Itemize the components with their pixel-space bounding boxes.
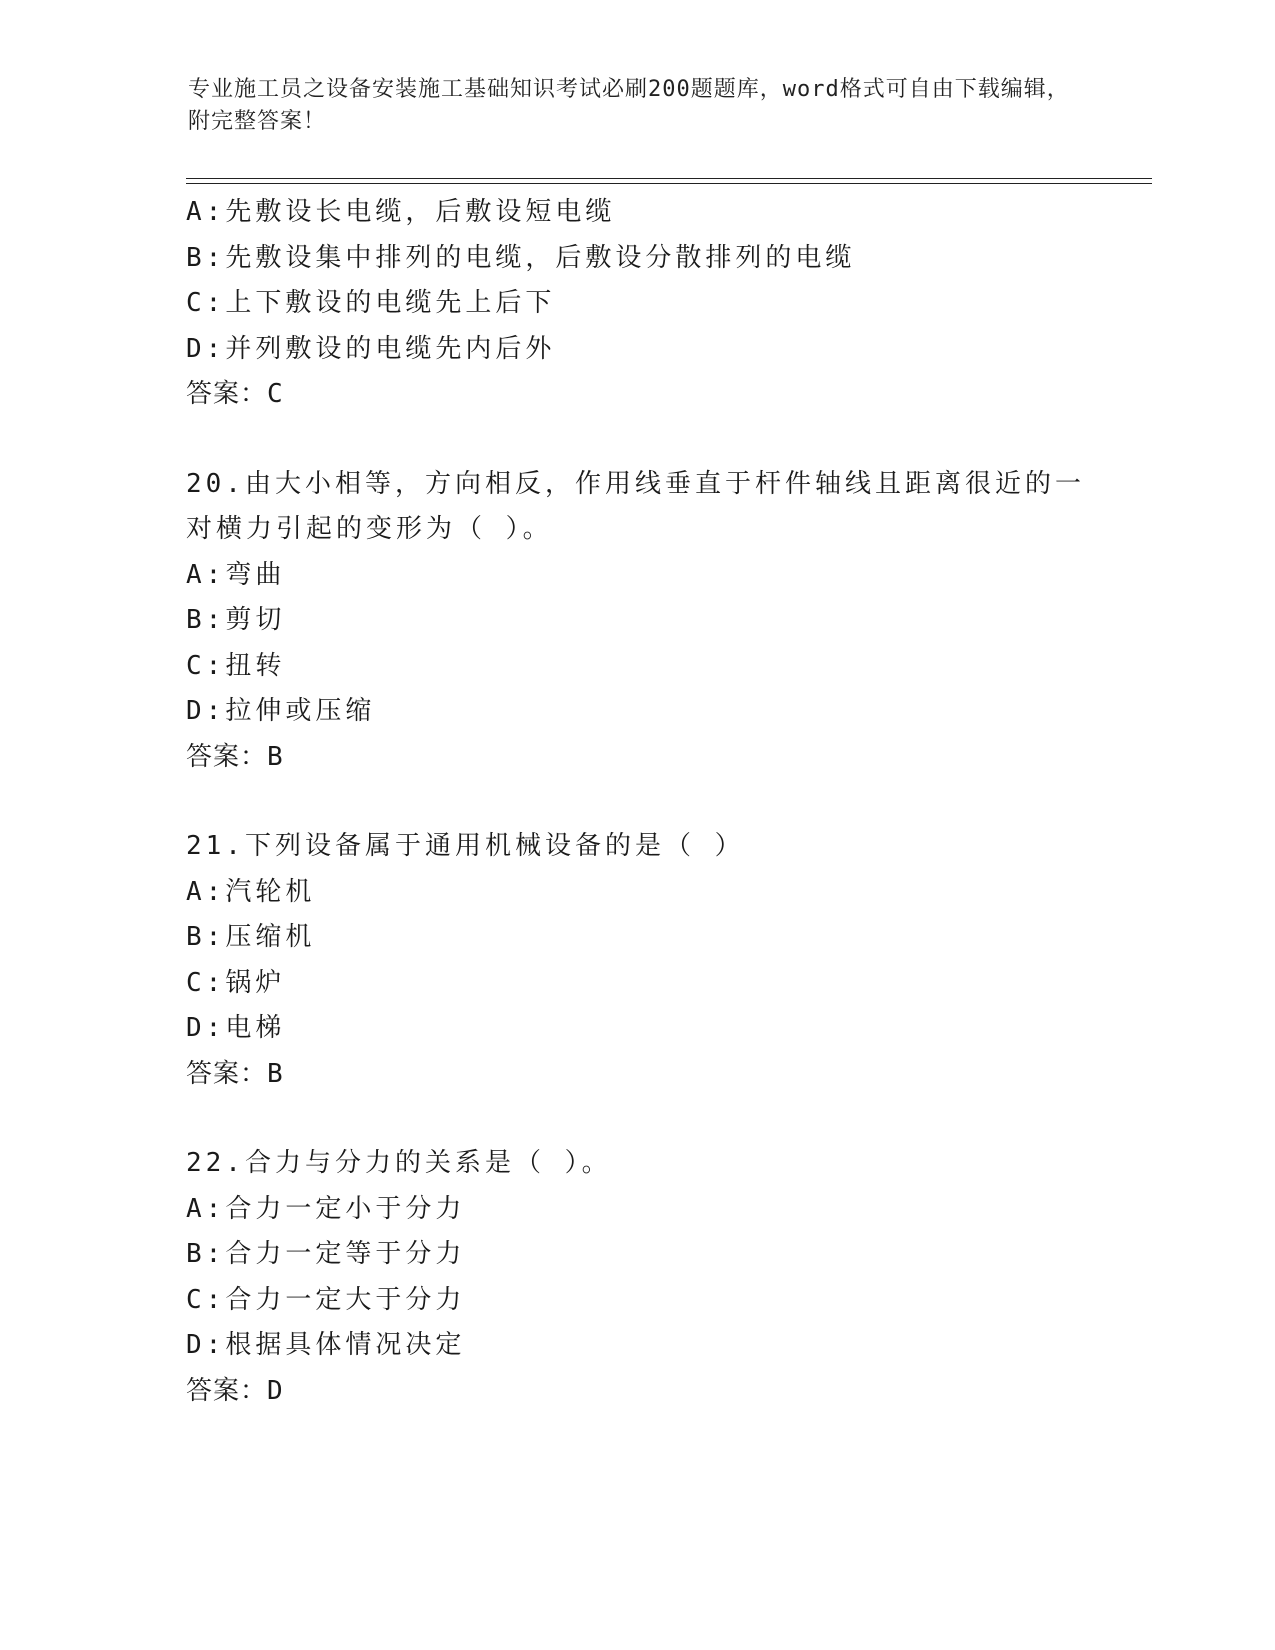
option-c: [186, 644, 1146, 690]
answer-label: 答案：: [186, 1375, 268, 1406]
option-text: 上下敷设的电缆先上后下: [225, 288, 556, 318]
option-d: [186, 1006, 1146, 1052]
question-continued: [186, 190, 1146, 418]
option-text: 电梯: [225, 1013, 286, 1043]
option-b: [186, 236, 1146, 282]
option-key: D:: [186, 1013, 226, 1043]
option-text: 根据具体情况决定: [225, 1330, 466, 1360]
option-c: [186, 281, 1146, 327]
question-stem: 20.由大小相等，方向相反，作用线垂直于杆件轴线且距离很近的一对横力引起的变形为（ ）。: [186, 468, 1085, 544]
option-d: [186, 1323, 1146, 1369]
option-key: C:: [186, 288, 226, 318]
option-text: 先敷设长电缆，后敷设短电缆: [225, 197, 616, 227]
option-key: A:: [186, 197, 226, 227]
option-key: C:: [186, 650, 226, 681]
option-text: 压缩机: [225, 922, 316, 952]
answer-value: B: [267, 1058, 284, 1089]
header-rule-bottom: [186, 183, 1152, 184]
option-text: 剪切: [225, 605, 286, 635]
option-a: [186, 870, 1146, 916]
option-key: D:: [186, 333, 226, 364]
option-b: [186, 1232, 1146, 1278]
answer-value: C: [267, 379, 284, 409]
option-a: [186, 553, 1146, 599]
question-stem: 21.下列设备属于通用机械设备的是（ ）: [186, 831, 745, 861]
spacer: [186, 1097, 1146, 1141]
option-text: 合力一定大于分力: [225, 1284, 466, 1315]
option-d: [186, 327, 1146, 373]
option-a: [186, 190, 1146, 236]
option-key: D:: [186, 1330, 226, 1360]
answer-line: [186, 372, 1146, 418]
option-c: [186, 961, 1146, 1007]
answer-label: 答案：: [186, 379, 268, 409]
header-rule-top: [186, 178, 1152, 179]
option-key: A:: [186, 876, 226, 907]
option-text: 扭转: [225, 650, 286, 681]
answer-value: B: [267, 741, 284, 772]
option-key: C:: [186, 1284, 226, 1315]
answer-value: D: [267, 1375, 284, 1406]
option-key: B:: [186, 922, 226, 952]
option-key: D:: [186, 696, 226, 726]
answer-label: 答案：: [186, 1058, 268, 1089]
question-20: [186, 462, 1146, 781]
option-b: [186, 598, 1146, 644]
option-key: B:: [186, 1239, 226, 1269]
option-text: 汽轮机: [225, 876, 316, 907]
option-text: 先敷设集中排列的电缆，后敷设分散排列的电缆: [225, 242, 856, 273]
spacer: [186, 418, 1146, 462]
question-list: [186, 190, 1146, 1414]
question-21: [186, 824, 1146, 1097]
option-key: B:: [186, 242, 226, 273]
option-text: 锅炉: [225, 967, 286, 998]
option-text: 合力一定等于分力: [225, 1239, 466, 1269]
option-a: [186, 1187, 1146, 1233]
option-c: [186, 1278, 1146, 1324]
option-key: B:: [186, 605, 226, 635]
option-key: C:: [186, 967, 226, 998]
answer-label: 答案：: [186, 741, 268, 772]
answer-line: [186, 735, 1146, 781]
option-text: 并列敷设的电缆先内后外: [225, 333, 556, 364]
option-b: [186, 915, 1146, 961]
option-text: 弯曲: [225, 559, 286, 590]
option-text: 合力一定小于分力: [225, 1193, 466, 1224]
option-key: A:: [186, 1193, 226, 1224]
spacer: [186, 780, 1146, 824]
option-text: 拉伸或压缩: [225, 696, 376, 726]
answer-line: [186, 1052, 1146, 1098]
question-22: [186, 1141, 1146, 1414]
option-d: [186, 689, 1146, 735]
option-key: A:: [186, 559, 226, 590]
document-header: 专业施工员之设备安装施工基础知识考试必刷200题题库，word格式可自由下载编辑，附完整答案！: [188, 77, 1070, 134]
question-stem: 22.合力与分力的关系是（ ）。: [186, 1148, 612, 1178]
answer-line: [186, 1369, 1146, 1415]
